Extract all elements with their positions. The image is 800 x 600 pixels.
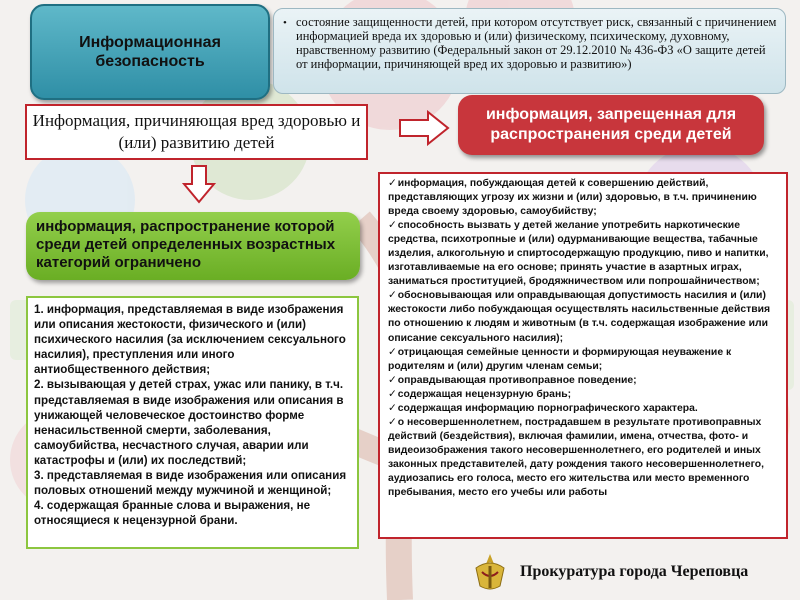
- list-item-text: оправдывающая противоправное поведение;: [397, 374, 637, 386]
- forbidden-heading: информация, запрещенная для распространения среди детей: [458, 95, 764, 155]
- definition-block: [30, 4, 786, 100]
- list-item-text: информация, побуждающая детей к совершению действий, представляющих угрозу их жизни и (или) здоровью, в т.ч. причинению вреда своему здоровью, самоубийству;: [388, 178, 757, 218]
- checkmark-icon: ✓: [388, 388, 397, 400]
- definition-text: состояние защищенности детей, при котором отсутствует риск, связанный с причинением информацией вреда их здоровью и (или) физическому, психическому, духовному, нравственному развитию (Федеральный закон от 29.12.2010 № 436-ФЗ «О защите детей от информации, причиняющей вред их здоровью и развитию»): [296, 15, 777, 71]
- checkmark-icon: ✓: [388, 416, 397, 428]
- checkmark-icon: ✓: [388, 402, 397, 414]
- list-item: [388, 388, 780, 402]
- list-item: [388, 416, 780, 500]
- definition-text-box: [273, 8, 786, 94]
- footer-title: Прокуратура города Череповца: [520, 563, 749, 580]
- limited-heading: информация, распространение которой среди детей определенных возрастных категорий ограничено: [26, 212, 360, 280]
- list-item-text: отрицающая семейные ценности и формирующая неуважение к родителям и (или) другим членам семьи;: [388, 346, 732, 372]
- checkmark-icon: ✓: [388, 290, 397, 302]
- list-item-text: содержащая нецензурную брань;: [397, 388, 572, 400]
- list-item: 1. информация, представляемая в виде изображения или описания жестокости, физического и (или) психического насилия (за исключением сексуального насилия), преступления или иного антиобщественного действия;: [34, 303, 346, 377]
- list-item: 4. содержащая бранные слова и выражения, не относящиеся к нецензурной брани.: [34, 499, 311, 528]
- prosecutor-emblem-icon: [470, 550, 510, 594]
- list-item: [388, 402, 780, 416]
- list-item: [388, 374, 780, 388]
- down-arrow-icon: [182, 164, 216, 204]
- checkmark-icon: ✓: [388, 374, 397, 386]
- footer: [470, 550, 790, 594]
- list-item: 2. вызывающая у детей страх, ужас или панику, в т.ч. представляемая в виде изображения или описания в унижающей человеческое достоинство форме ненасильственной смерти, заболевания, самоубийства, несчастного случая, аварии или катастрофы и (или) их последствий;: [34, 378, 344, 467]
- list-item-text: обосновывающая или оправдывающая допустимость насилия и (или) жестокости либо побуждающая осуществлять насильственные действия по отношению к людям и животным (в т.ч. содержащая изображение или описание сексуального насилия);: [388, 290, 771, 344]
- list-item-text: содержащая информацию порнографического характера.: [397, 402, 698, 414]
- list-item: [388, 346, 780, 374]
- bullet-icon: •: [283, 17, 287, 29]
- checkmark-icon: ✓: [388, 220, 397, 232]
- list-item-text: о несовершеннолетнем, пострадавшем в результате противоправных действий (бездействия), включая фамилии, имена, отчества, фото- и видеоизображения такого несовершеннолетнего, его родителей и иных законных представителей, дату рождения такого несовершеннолетнего, аудиозапись его голоса, место его жительства или место временного пребывания, место его учебы или работы: [388, 416, 765, 499]
- list-item: [388, 289, 780, 345]
- harm-heading: Информация, причиняющая вред здоровью и (или) развитию детей: [25, 104, 368, 160]
- definition-title: Информационная безопасность: [30, 4, 270, 100]
- list-item: [388, 177, 780, 219]
- list-item: [388, 219, 780, 289]
- forbidden-list: [378, 172, 788, 539]
- checkmark-icon: ✓: [388, 346, 397, 358]
- list-item-text: способность вызвать у детей желание употребить наркотические средства, психотропные и (или) одурманивающие вещества, табачные изделия, алкогольную и спиртосодержащую продукцию, пиво и напитки, изготавливаемые на его основе; принять участие в азартных играх, заниматься проституцией, бродяжничеством или попрошайничеством;: [388, 220, 769, 288]
- list-item: 3. представляемая в виде изображения или описания половых отношений между мужчиной и женщиной;: [34, 469, 347, 498]
- limited-list: [26, 296, 359, 549]
- checkmark-icon: ✓: [388, 178, 397, 189]
- right-arrow-icon: [398, 110, 450, 146]
